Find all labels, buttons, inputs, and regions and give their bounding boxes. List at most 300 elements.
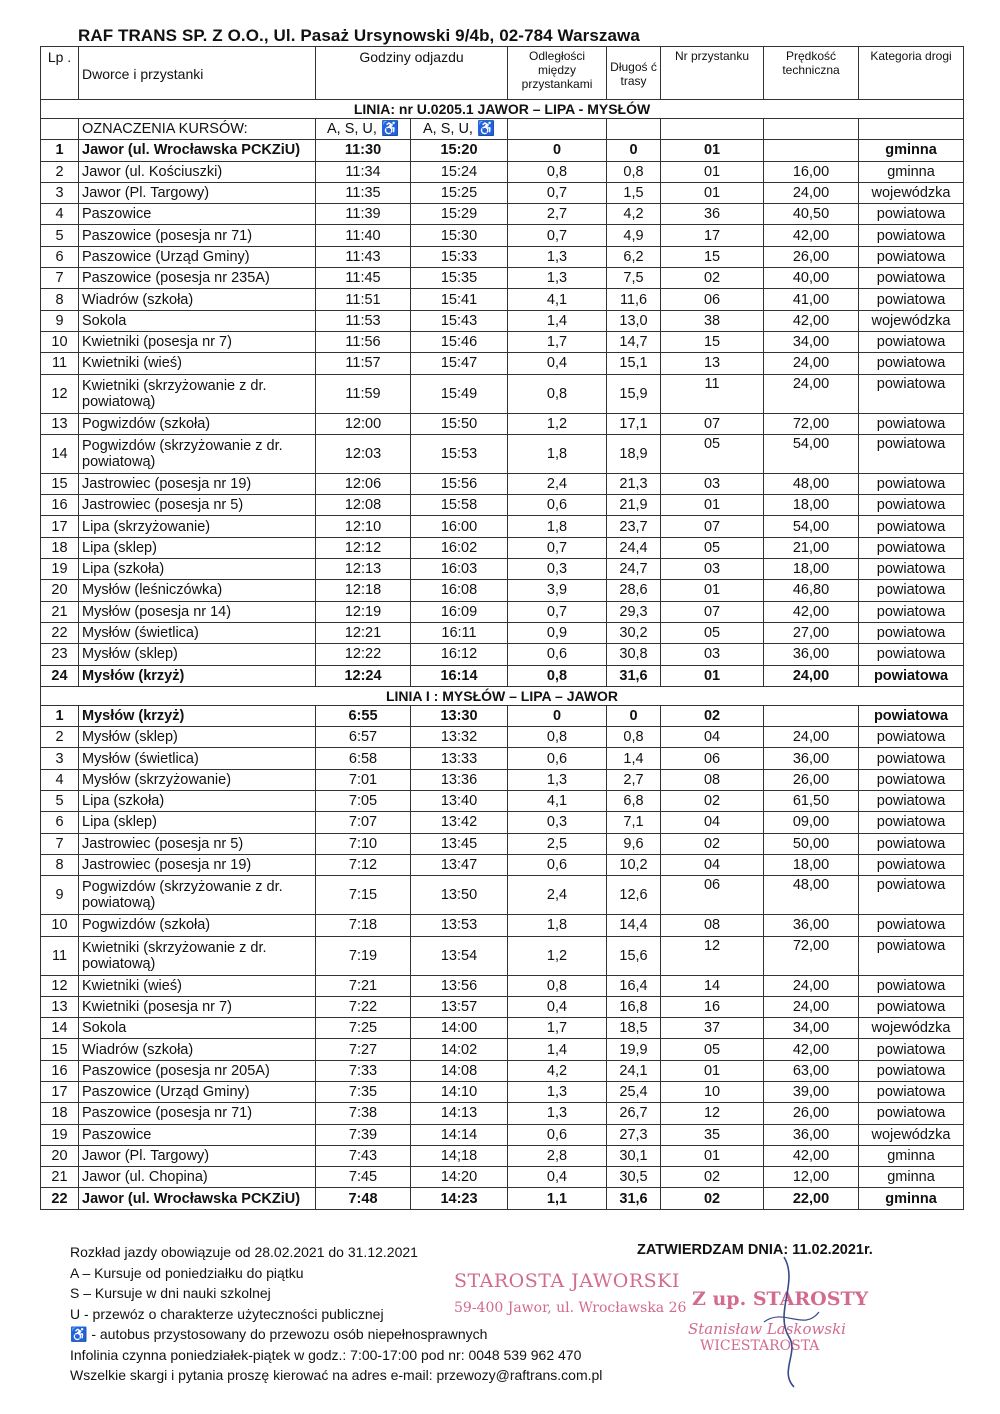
departure-time: 11:45 [316,268,411,289]
stop-name: Mysłów (sklep) [79,727,316,748]
stop-distance: 0,8 [508,161,607,182]
departure-time: 11:35 [316,182,411,203]
road-category: powiatowa [859,936,964,975]
route-length: 28,6 [607,580,661,601]
stop-distance: 1,3 [508,769,607,790]
stop-number: 12 [661,936,764,975]
departure-time: 11:34 [316,161,411,182]
stop-number: 15 [661,331,764,352]
stop-name: Pogwizdów (skrzyżowanie z dr. powiatową) [79,434,316,473]
road-category: powiatowa [859,413,964,434]
departure-time: 13:53 [411,915,508,936]
stop-distance: 0,4 [508,996,607,1017]
departure-time: 13:40 [411,791,508,812]
stop-number: 01 [661,161,764,182]
stop-distance: 1,4 [508,310,607,331]
table-row [41,876,964,915]
course-label: OZNACZENIA KURSÓW: [79,119,316,140]
legend-u: U - przewóz o charakterze użyteczności publicznej [70,1305,384,1322]
stop-name: Jastrowiec (posesja nr 19) [79,473,316,494]
stop-number: 06 [661,289,764,310]
stop-name: Jastrowiec (posesja nr 19) [79,854,316,875]
stop-name: Kwietniki (skrzyżowanie z dr. powiatową) [79,936,316,975]
row-number: 15 [41,473,79,494]
departure-time: 11:59 [316,374,411,413]
departure-time: 11:51 [316,289,411,310]
stamp-on-behalf: Z up. STAROSTY [692,1288,869,1310]
technical-speed: 24,00 [764,975,859,996]
route-length: 21,3 [607,473,661,494]
table-row [41,622,964,643]
route-length: 14,7 [607,331,661,352]
road-category: powiatowa [859,601,964,622]
stop-distance: 1,3 [508,246,607,267]
stop-number: 37 [661,1018,764,1039]
road-category: powiatowa [859,289,964,310]
stop-name: Jastrowiec (posesja nr 5) [79,495,316,516]
table-row [41,1188,964,1209]
departure-time: 15:58 [411,495,508,516]
technical-speed: 42,00 [764,310,859,331]
stop-name: Wiadrów (szkoła) [79,1039,316,1060]
table-row [41,854,964,875]
departure-time: 7:05 [316,791,411,812]
stamp-role: WICESTAROSTA [700,1338,820,1354]
departure-time: 7:12 [316,854,411,875]
technical-speed: 12,00 [764,1167,859,1188]
legend-a: A – Kursuje od poniedziałku do piątku [70,1264,304,1281]
road-category: powiatowa [859,473,964,494]
stop-distance: 0,8 [508,665,607,686]
route-length: 27,3 [607,1124,661,1145]
stop-distance: 2,4 [508,473,607,494]
stop-name: Kwietniki (posesja nr 7) [79,996,316,1017]
technical-speed: 26,00 [764,246,859,267]
route-length: 1,4 [607,748,661,769]
departure-time: 15:24 [411,161,508,182]
row-number: 3 [41,182,79,203]
departure-time: 11:40 [316,225,411,246]
table-row [41,1039,964,1060]
departure-time: 13:33 [411,748,508,769]
route-length: 15,9 [607,374,661,413]
departure-time: 15:46 [411,331,508,352]
route-length: 7,5 [607,268,661,289]
road-category: powiatowa [859,537,964,558]
technical-speed: 54,00 [764,434,859,473]
route-length: 30,2 [607,622,661,643]
technical-speed: 72,00 [764,936,859,975]
route-length: 12,6 [607,876,661,915]
departure-time: 15:43 [411,310,508,331]
stop-distance: 0,3 [508,559,607,580]
stop-number: 38 [661,310,764,331]
route-length: 19,9 [607,1039,661,1060]
stamp-signer: Stanisław Laskowski [688,1320,846,1338]
table-row [41,812,964,833]
stop-number: 13 [661,353,764,374]
route-length: 9,6 [607,833,661,854]
technical-speed: 18,00 [764,495,859,516]
route-length: 18,9 [607,434,661,473]
table-row [41,1124,964,1145]
stop-name: Jawor (ul. Kościuszki) [79,161,316,182]
table-row [41,268,964,289]
legend-wheelchair: ♿ - autobus przystosowany do przewozu osób niepełnosprawnych [70,1326,488,1342]
technical-speed: 27,00 [764,622,859,643]
empty-cell [859,119,964,140]
table-row [41,791,964,812]
stop-distance: 1,2 [508,936,607,975]
road-category: powiatowa [859,204,964,225]
stop-distance: 1,8 [508,434,607,473]
departure-time: 13:56 [411,975,508,996]
stop-distance: 1,8 [508,516,607,537]
col-lp: Lp . [41,47,79,100]
road-category: powiatowa [859,748,964,769]
departure-time: 16:14 [411,665,508,686]
stop-name: Paszowice [79,204,316,225]
row-number: 4 [41,769,79,790]
road-category: powiatowa [859,1039,964,1060]
technical-speed: 42,00 [764,1039,859,1060]
stop-name: Paszowice [79,1124,316,1145]
row-number: 8 [41,289,79,310]
technical-speed: 36,00 [764,748,859,769]
row-number: 6 [41,246,79,267]
stop-number: 02 [661,705,764,726]
stop-number: 05 [661,434,764,473]
route-length: 26,7 [607,1103,661,1124]
stop-distance: 0,8 [508,727,607,748]
stop-number: 16 [661,996,764,1017]
stop-number: 01 [661,580,764,601]
route-length: 18,5 [607,1018,661,1039]
stop-distance: 4,1 [508,791,607,812]
stop-number: 02 [661,791,764,812]
road-category: powiatowa [859,268,964,289]
route-length: 1,5 [607,182,661,203]
departure-time: 14:02 [411,1039,508,1060]
road-category: gminna [859,140,964,161]
departure-time: 16:09 [411,601,508,622]
row-number: 18 [41,1103,79,1124]
table-row [41,310,964,331]
stop-distance: 0 [508,705,607,726]
departure-time: 13:54 [411,936,508,975]
road-category: powiatowa [859,434,964,473]
row-number: 5 [41,791,79,812]
stop-name: Jawor (Pl. Targowy) [79,1145,316,1166]
departure-time: 13:57 [411,996,508,1017]
stop-number: 11 [661,374,764,413]
table-row [41,161,964,182]
stop-name: Paszowice (Urząd Gminy) [79,246,316,267]
road-category: powiatowa [859,833,964,854]
stop-number: 01 [661,182,764,203]
stop-name: Sokola [79,310,316,331]
road-category: wojewódzka [859,1124,964,1145]
stop-number: 03 [661,473,764,494]
stop-distance: 0,7 [508,601,607,622]
departure-time: 16:08 [411,580,508,601]
row-number: 5 [41,225,79,246]
stop-number: 14 [661,975,764,996]
stamp-office: STAROSTA JAWORSKI [454,1270,680,1292]
row-number: 17 [41,516,79,537]
table-row [41,434,964,473]
row-number: 14 [41,434,79,473]
departure-time: 12:22 [316,644,411,665]
technical-speed: 63,00 [764,1060,859,1081]
line2-title-text: LINIA I : MYSŁÓW – LIPA – JAWOR [41,686,964,705]
stop-number: 12 [661,1103,764,1124]
stop-distance: 1,4 [508,1039,607,1060]
departure-time: 14:08 [411,1060,508,1081]
row-number: 7 [41,833,79,854]
stop-number: 36 [661,204,764,225]
route-length: 6,2 [607,246,661,267]
row-number: 18 [41,537,79,558]
departure-time: 12:12 [316,537,411,558]
technical-speed: 72,00 [764,413,859,434]
technical-speed: 16,00 [764,161,859,182]
table-row [41,182,964,203]
row-number: 4 [41,204,79,225]
departure-time: 15:47 [411,353,508,374]
road-category: powiatowa [859,876,964,915]
row-number: 24 [41,665,79,686]
technical-speed: 36,00 [764,915,859,936]
row-number: 22 [41,1188,79,1209]
road-category: powiatowa [859,622,964,643]
technical-speed: 24,00 [764,182,859,203]
road-category: powiatowa [859,246,964,267]
departure-time: 7:43 [316,1145,411,1166]
departure-time: 16:11 [411,622,508,643]
departure-time: 12:10 [316,516,411,537]
stop-distance: 0,6 [508,495,607,516]
technical-speed: 34,00 [764,1018,859,1039]
stop-name: Lipa (szkoła) [79,791,316,812]
stop-distance: 1,2 [508,413,607,434]
approval-note: ZATWIERDZAM DNIA: 11.02.2021r. [637,1242,873,1258]
departure-time: 12:19 [316,601,411,622]
departure-time: 7:35 [316,1081,411,1102]
departure-time: 12:18 [316,580,411,601]
departure-time: 7:07 [316,812,411,833]
road-category: powiatowa [859,1103,964,1124]
complaints-note: Wszelkie skargi i pytania proszę kierować na adres e-mail: przewozy@raftrans.com.pl [70,1367,603,1383]
stop-distance: 1,7 [508,1018,607,1039]
table-row [41,833,964,854]
route-length: 2,7 [607,769,661,790]
stop-number: 06 [661,748,764,769]
stop-name: Mysłów (leśniczówka) [79,580,316,601]
departure-time: 11:53 [316,310,411,331]
stop-name: Paszowice (posesja nr 205A) [79,1060,316,1081]
road-category: powiatowa [859,996,964,1017]
table-row [41,936,964,975]
road-category: powiatowa [859,516,964,537]
stop-number: 04 [661,812,764,833]
technical-speed: 39,00 [764,1081,859,1102]
row-number: 13 [41,996,79,1017]
table-row [41,559,964,580]
course-lp [41,119,79,140]
road-category: powiatowa [859,331,964,352]
route-length: 14,4 [607,915,661,936]
stop-distance: 1,3 [508,268,607,289]
route-length: 29,3 [607,601,661,622]
route-length: 21,9 [607,495,661,516]
stop-number: 10 [661,1081,764,1102]
departure-time: 13:47 [411,854,508,875]
table-row [41,413,964,434]
technical-speed: 40,00 [764,268,859,289]
table-row [41,1145,964,1166]
stop-number: 06 [661,876,764,915]
route-length: 0 [607,140,661,161]
departure-time: 7:33 [316,1060,411,1081]
departure-time: 15:53 [411,434,508,473]
departure-time: 7:45 [316,1167,411,1188]
stop-distance: 0,4 [508,1167,607,1188]
route-length: 25,4 [607,1081,661,1102]
road-category: powiatowa [859,1081,964,1102]
stop-name: Jawor (Pl. Targowy) [79,182,316,203]
stop-distance: 1,3 [508,1103,607,1124]
line2-title [41,686,964,705]
departure-time: 6:55 [316,705,411,726]
stop-name: Lipa (sklep) [79,812,316,833]
row-number: 12 [41,975,79,996]
stop-distance: 0,6 [508,644,607,665]
departure-time: 13:50 [411,876,508,915]
stop-number: 01 [661,495,764,516]
technical-speed: 40,50 [764,204,859,225]
departure-time: 13:30 [411,705,508,726]
stop-name: Mysłów (posesja nr 14) [79,601,316,622]
timetable [40,46,964,1210]
route-length: 4,2 [607,204,661,225]
stop-number: 05 [661,622,764,643]
empty-cell [661,119,764,140]
stop-number: 35 [661,1124,764,1145]
table-row [41,473,964,494]
road-category: powiatowa [859,705,964,726]
row-number: 11 [41,353,79,374]
technical-speed: 41,00 [764,289,859,310]
stop-distance: 2,5 [508,833,607,854]
stop-distance: 1,7 [508,331,607,352]
technical-speed: 24,00 [764,727,859,748]
stop-name: Jawor (ul. Wrocławska PCKZiU) [79,1188,316,1209]
table-row [41,601,964,622]
table-row [41,1103,964,1124]
row-number: 11 [41,936,79,975]
route-length: 15,6 [607,936,661,975]
departure-time: 12:13 [316,559,411,580]
departure-time: 13:32 [411,727,508,748]
stop-number: 15 [661,246,764,267]
course-codes-row [41,119,964,140]
technical-speed: 36,00 [764,644,859,665]
row-number: 8 [41,854,79,875]
stop-name: Sokola [79,1018,316,1039]
stop-distance: 0,7 [508,225,607,246]
road-category: wojewódzka [859,182,964,203]
departure-time: 12:21 [316,622,411,643]
stop-number: 03 [661,644,764,665]
stop-distance: 0,6 [508,748,607,769]
stop-number: 05 [661,1039,764,1060]
technical-speed: 42,00 [764,601,859,622]
route-length: 13,0 [607,310,661,331]
technical-speed: 61,50 [764,791,859,812]
road-category: powiatowa [859,727,964,748]
stop-distance: 0,8 [508,374,607,413]
stop-name: Mysłów (krzyż) [79,665,316,686]
stop-number: 17 [661,225,764,246]
departure-time: 13:42 [411,812,508,833]
col-road-category: Kategoria drogi [859,47,964,100]
table-row [41,140,964,161]
row-number: 20 [41,580,79,601]
col-stops: Dworce i przystanki [79,47,316,100]
departure-time: 14;18 [411,1145,508,1166]
stop-distance: 0,6 [508,854,607,875]
table-row [41,705,964,726]
technical-speed [764,705,859,726]
stop-number: 01 [661,665,764,686]
stop-distance: 0,7 [508,537,607,558]
stop-name: Mysłów (świetlica) [79,622,316,643]
course-code: A, S, U, ♿ [411,119,508,140]
stop-number: 04 [661,727,764,748]
departure-time: 11:57 [316,353,411,374]
departure-time: 14:13 [411,1103,508,1124]
route-length: 15,1 [607,353,661,374]
stop-number: 02 [661,268,764,289]
table-row [41,1060,964,1081]
route-length: 30,8 [607,644,661,665]
departure-time: 14:14 [411,1124,508,1145]
departure-time: 7:38 [316,1103,411,1124]
table-row [41,915,964,936]
road-category: gminna [859,1145,964,1166]
departure-time: 7:15 [316,876,411,915]
row-number: 9 [41,876,79,915]
technical-speed: 42,00 [764,225,859,246]
table-row [41,289,964,310]
table-row [41,644,964,665]
line1-title [41,100,964,119]
road-category: powiatowa [859,791,964,812]
road-category: powiatowa [859,225,964,246]
row-number: 12 [41,374,79,413]
route-length: 4,9 [607,225,661,246]
departure-time: 7:21 [316,975,411,996]
route-length: 0,8 [607,161,661,182]
stop-name: Paszowice (Urząd Gminy) [79,1081,316,1102]
departure-time: 7:39 [316,1124,411,1145]
stop-number: 02 [661,833,764,854]
technical-speed: 24,00 [764,996,859,1017]
road-category: gminna [859,1188,964,1209]
road-category: wojewódzka [859,1018,964,1039]
road-category: powiatowa [859,665,964,686]
